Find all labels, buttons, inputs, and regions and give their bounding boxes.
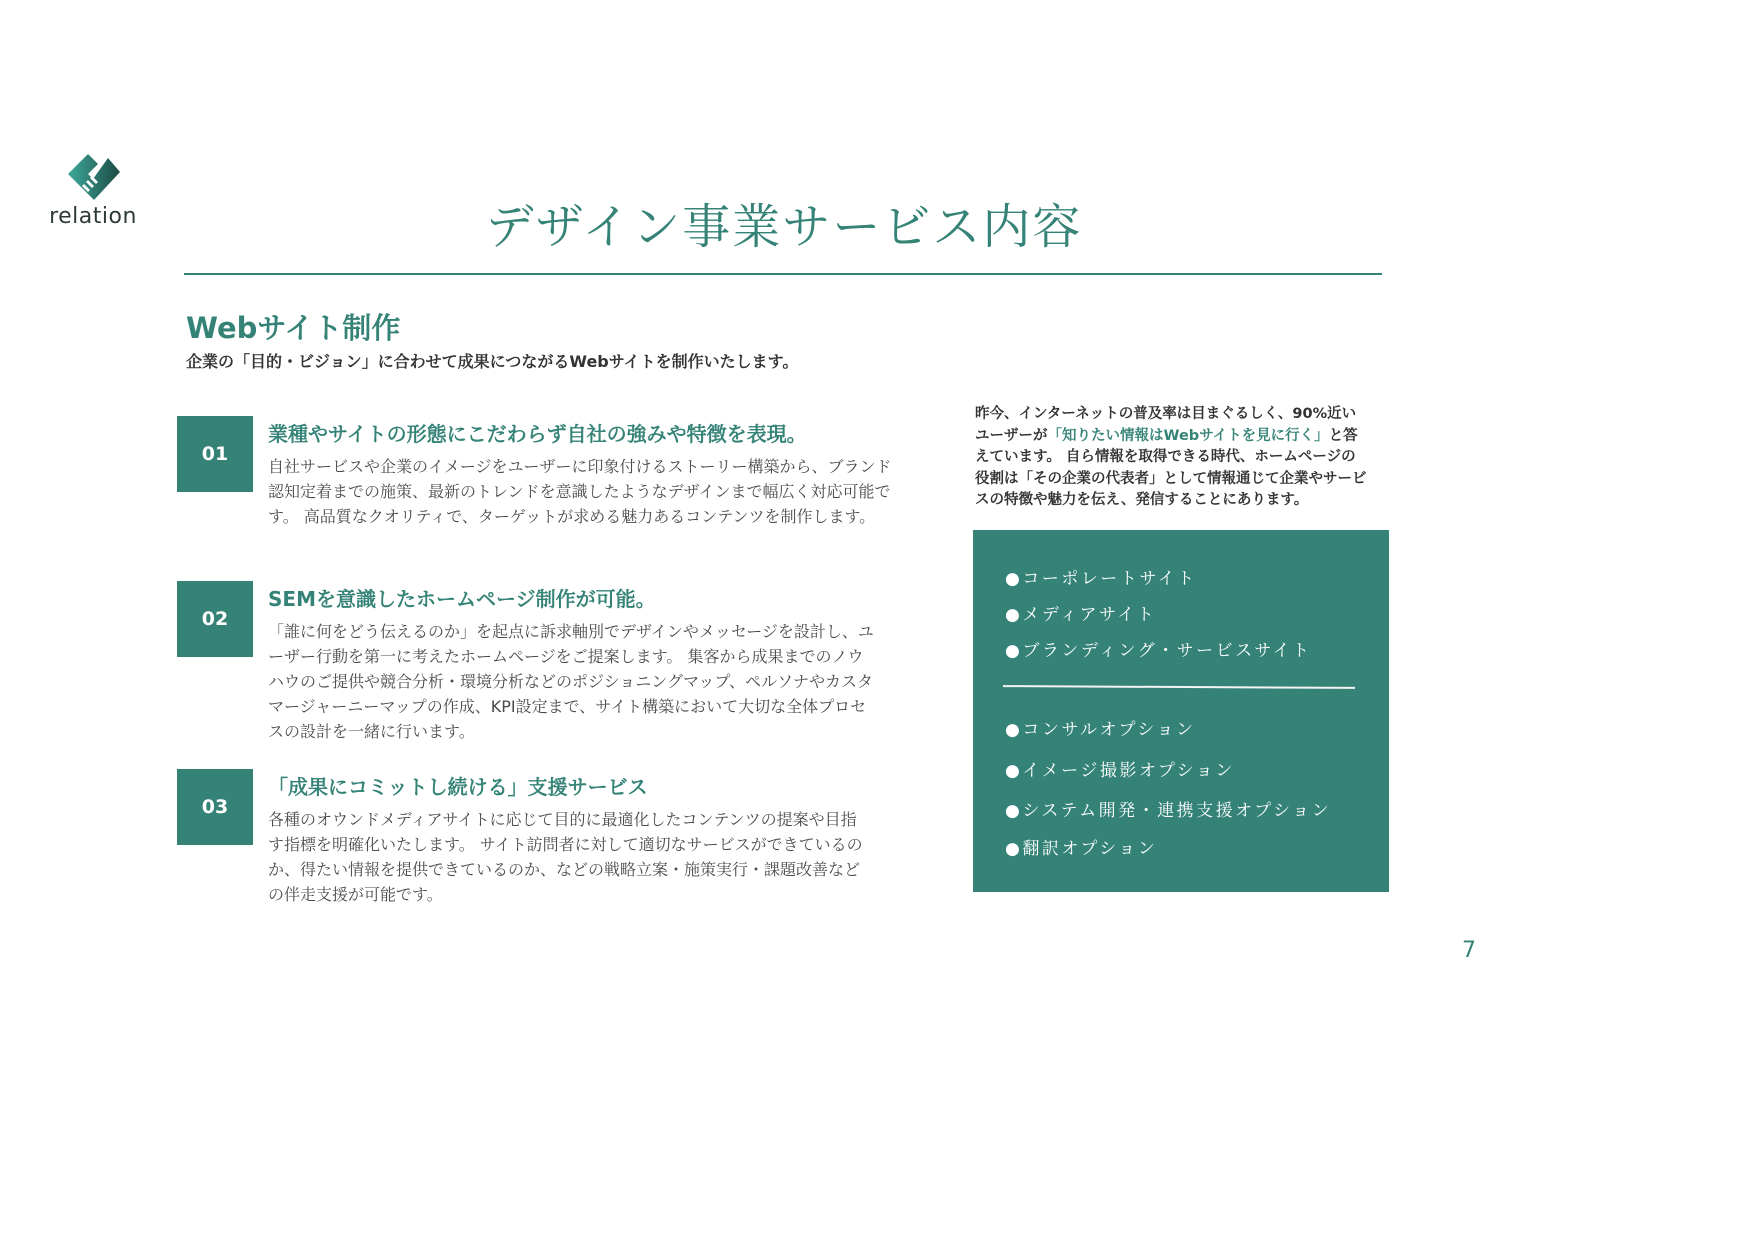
text-line [975, 426, 1367, 448]
item-description [268, 454, 892, 529]
text-line: 役割は「その企業の代表者」として情報通じて企業やサービ [975, 470, 1367, 487]
option-item: ●システム開発・連携支援オプション [1005, 801, 1332, 821]
text-segment: と答 [1328, 427, 1358, 444]
item-heading: SEMを意識したホームページ制作が可能。 [268, 587, 656, 611]
text-line: か、得たい情報を提供できているのか、などの戦略立案・施策実行・課題改善など [268, 860, 861, 879]
option-item: ●イメージ撮影オプション [1005, 761, 1235, 781]
section-title: Webサイト制作 [186, 311, 401, 345]
item-number-badge: 02 [177, 581, 253, 657]
logo-text: relation [49, 204, 137, 229]
intro-text [975, 404, 1367, 512]
text-line: 認知定着までの施策、最新のトレンドを意識したようなデザインまで幅広く対応可能で [268, 482, 891, 501]
handshake-logo-icon [64, 150, 122, 202]
text-line: スの設計を一緒に行います。 [268, 722, 475, 741]
text-line: す指標を明確化いたします。 サイト訪問者に対して適切なサービスができているの [268, 835, 863, 854]
item-heading: 「成果にコミットし続ける」支援サービス [268, 775, 648, 799]
text-line: えています。 自ら情報を取得できる時代、ホームページの [975, 449, 1356, 465]
item-heading: 業種やサイトの形態にこだわらず自社の強みや特徴を表現。 [268, 422, 807, 446]
text-line: ーザー行動を第一に考えたホームページをご提案します。 集客から成果までのノウ [268, 647, 864, 666]
page-title: デザイン事業サービス内容 [485, 199, 1083, 255]
logo [48, 150, 138, 229]
item-number-badge: 01 [177, 416, 253, 492]
services-box [973, 530, 1389, 892]
text-segment: ユーザーが [975, 427, 1048, 444]
option-item: ●コンサルオプション [1005, 720, 1196, 740]
services-divider [1003, 685, 1355, 689]
option-item: ●翻訳オプション [1005, 839, 1158, 859]
text-line: す。 高品質なクオリティで、ターゲットが求める魅力あるコンテンツを制作します。 [268, 507, 876, 526]
text-line: 昨今、インターネットの普及率は目まぐるしく、90%近い [975, 406, 1357, 422]
item-description [268, 619, 874, 744]
section-subtitle: 企業の「目的・ビジョン」に合わせて成果につながるWebサイトを制作いたします。 [186, 352, 799, 371]
text-line: スの特徴や魅力を伝え、発信することにあります。 [975, 492, 1309, 508]
service-item: ●メディアサイト [1005, 605, 1157, 625]
service-item: ●コーポレートサイト [1005, 569, 1197, 589]
page-number: 7 [1462, 938, 1476, 963]
text-line: 自社サービスや企業のイメージをユーザーに印象付けるストーリー構築から、ブランド [268, 457, 892, 476]
text-line: の伴走支援が可能です。 [268, 885, 443, 904]
service-item: ●ブランディング・サービスサイト [1005, 641, 1312, 661]
text-line: マージャーニーマップの作成、KPI設定まで、サイト構築において大切な全体プロセ [268, 697, 867, 716]
item-number-badge: 03 [177, 769, 253, 845]
text-line: 各種のオウンドメディアサイトに応じて目的に最適化したコンテンツの提案や目指 [268, 810, 857, 829]
text-line: 「誰に何をどう伝えるのか」を起点に訴求軸別でデザインやメッセージを設計し、ユ [268, 622, 874, 641]
item-description [268, 807, 863, 907]
highlight-text: 「知りたい情報はWebサイトを見に行く」 [1047, 427, 1329, 444]
text-line: ハウのご提供や競合分析・環境分析などのポジショニングマップ、ペルソナやカスタ [268, 672, 874, 691]
title-divider [184, 273, 1382, 275]
